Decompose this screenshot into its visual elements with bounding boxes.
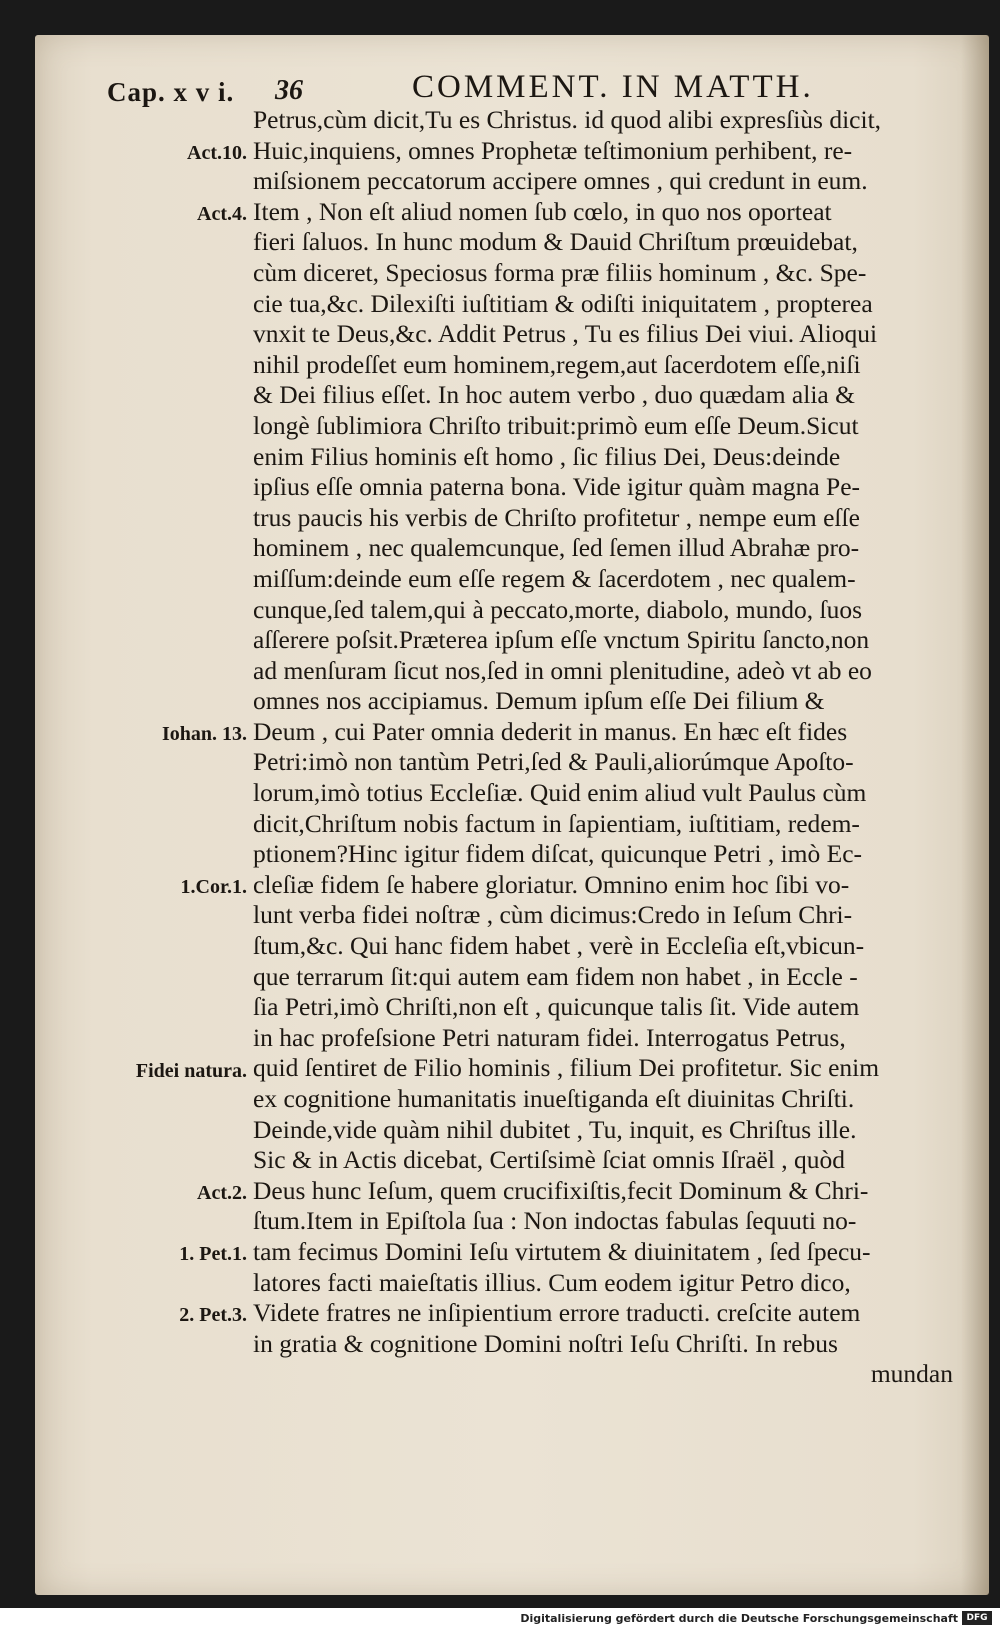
text-line: trus paucis his verbis de Chriſto profitetur , nempe eum eſſe	[253, 502, 860, 532]
page-number: 36	[275, 75, 303, 106]
text-line: ipſius eſſe omnia paterna bona. Vide igitur quàm magna Pe-	[253, 472, 861, 502]
footer-bar	[0, 1608, 1000, 1630]
text-line: longè ſublimiora Chriſto tribuit:primò eum eſſe Deum.Sicut	[253, 410, 859, 440]
text-line: ex cognitione humanitatis inueſtiganda eſt diuinitas Chriſti.	[253, 1084, 855, 1113]
margin-note: 1.Cor.1.	[180, 876, 247, 898]
page-edge-shadow	[961, 35, 989, 1595]
text-line: cunque,ſed talem,qui à peccato,morte, diabolo, mundo, ſuos	[253, 594, 862, 624]
text-line: Deinde,vide quàm nihil dubitet , Tu, inquit, es Chriſtus ille.	[253, 1114, 857, 1144]
text-line: Huic,inquiens, omnes Prophetæ teſtimonium perhibent, re-	[253, 135, 853, 165]
margin-note: Act.10.	[187, 141, 247, 164]
text-line: hominem , nec qualemcunque, ſed ſemen illud Abrahæ pro-	[253, 533, 860, 563]
text-line: Petrus,cùm dicit,Tu es Christus. id quod alibi expresſiùs dicit,	[253, 105, 882, 134]
text-line: Petri:imò non tantùm Petri,ſed & Pauli,aliorúmque Apoſto-	[253, 747, 854, 777]
text-line: in hac profeſsione Petri naturam fidei. Interrogatus Petrus,	[253, 1022, 846, 1052]
text-line: cùm diceret, Speciosus forma præ filiis hominum , &c. Spe-	[253, 257, 867, 287]
text-line: dicit,Chriſtum nobis factum in ſapientiam, iuſtitiam, redem-	[253, 808, 860, 838]
text-line: Deum , cui Pater omnia dederit in manus. En hæc eſt fides	[253, 716, 848, 746]
text-line: aſſerere poſsit.Præterea ipſum eſſe vnctum Spiritu ſancto,non	[253, 625, 870, 655]
text-line: ad menſuram ſicut nos,ſed in omni plenitudine, adeò vt ab eo	[253, 655, 872, 685]
dfg-logo: DFG	[962, 1611, 992, 1625]
margin-note: Iohan. 13.	[161, 723, 247, 745]
main-text-block	[253, 105, 953, 1390]
text-line: fieri ſaluos. In hunc modum & Dauid Chriſtum prœuidebat,	[253, 227, 858, 257]
text-line: tam fecimus Domini Ieſu virtutem & diuinitatem , ſed ſpecu-	[253, 1236, 871, 1266]
text-line: & Dei filius eſſet. In hoc autem verbo , duo quædam alia &	[253, 380, 855, 410]
funding-credit: Digitalisierung gefördert durch die Deutsche Forschungsgemeinschaft	[520, 1612, 958, 1625]
text-line: vnxit te Deus,&c. Addit Petrus , Tu es filius Dei viui. Alioqui	[253, 319, 878, 349]
margin-note: Act.2.	[197, 1182, 247, 1204]
text-line: miſsionem peccatorum accipere omnes , qui credunt in eum.	[253, 166, 868, 196]
text-line: Videte fratres ne inſipientium errore traducti. creſcite autem	[253, 1298, 861, 1328]
text-line: que terrarum ſit:qui autem eam fidem non habet , in Eccle -	[253, 961, 858, 991]
text-line: omnes nos accipiamus. Demum ipſum eſſe Dei filium &	[253, 686, 825, 716]
text-line: cleſiæ fidem ſe habere gloriatur. Omnino enim hoc ſibi vo-	[253, 869, 850, 899]
text-line: cie tua,&c. Dilexiſti iuſtitiam & odiſti iniquitatem , propterea	[253, 288, 873, 318]
margin-note: 2. Pet.3.	[179, 1304, 247, 1327]
margin-note: Fidei natura.	[135, 1059, 247, 1082]
text-line: latores facti maieſtatis illius. Cum eodem igitur Petro dico,	[253, 1267, 851, 1297]
text-line: in gratia & cognitione Domini noſtri Ieſu Chriſti. In rebus	[253, 1328, 838, 1358]
book-page	[35, 35, 989, 1595]
text-line: ptionem?Hinc igitur fidem diſcat, quicunque Petri , imò Ec-	[253, 839, 863, 869]
text-line: mundan	[870, 1359, 953, 1389]
text-line: ſtum.Item in Epiſtola ſua : Non indoctas fabulas ſequuti no-	[253, 1206, 857, 1236]
margin-note: Act.4.	[197, 202, 247, 225]
text-line: ſtum,&c. Qui hanc fidem habet , verè in Eccleſia eſt,vbicun-	[253, 931, 865, 961]
text-line: lorum,imò totius Eccleſiæ. Quid enim aliud vult Paulus cùm	[253, 778, 867, 808]
text-line: nihil prodeſſet eum hominem,regem,aut ſacerdotem eſſe,niſi	[253, 349, 861, 379]
text-line: Deus hunc Ieſum, quem crucifixiſtis,fecit Dominum & Chri-	[253, 1175, 869, 1205]
margin-note: 1. Pet.1.	[179, 1243, 247, 1266]
text-line: enim Filius hominis eſt homo , ſic filius Dei, Deus:deinde	[253, 441, 841, 471]
text-line: miſſum:deinde eum eſſe regem & ſacerdotem , nec qualem-	[253, 563, 856, 593]
text-line: ſia Petri,imò Chriſti,non eſt , quicunque talis ſit. Vide autem	[253, 992, 860, 1022]
text-line: Item , Non eſt aliud nomen ſub cœlo, in quo nos oporteat	[253, 196, 832, 226]
text-line: Sic & in Actis dicebat, Certiſsimè ſciat omnis Iſraël , quòd	[253, 1145, 846, 1175]
chapter-label: Cap. x v i.	[107, 77, 235, 107]
text-line: lunt verba fidei noſtræ , cùm dicimus:Credo in Ieſum Chri-	[253, 900, 853, 930]
running-title: COMMENT. IN MATTH.	[412, 69, 814, 105]
text-line: quid ſentiret de Filio hominis , filium Dei profitetur. Sic enim	[253, 1053, 880, 1083]
